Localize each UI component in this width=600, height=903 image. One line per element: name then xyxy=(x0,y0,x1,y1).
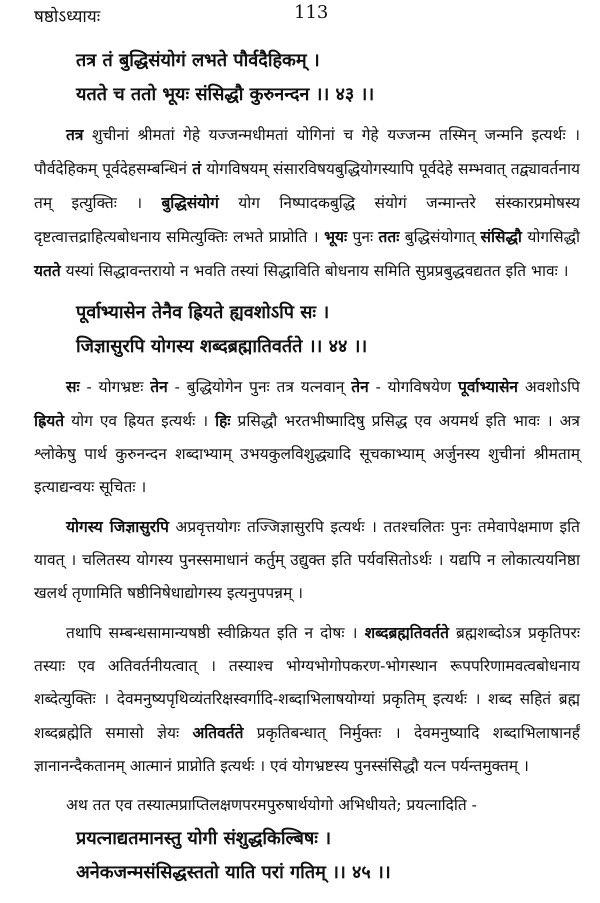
commentary-text: - योगभ्रष्टः xyxy=(79,378,151,396)
commentary-text: अवशोऽपि xyxy=(518,378,580,396)
bold-term: तेन xyxy=(150,377,168,396)
bold-term: ततः xyxy=(378,227,400,246)
verse-44-line-1: पूर्वाभ्यासेन तेनैव ह्रियते ह्यवशोऽपि सः । xyxy=(76,302,330,323)
commentary-paragraph-3 xyxy=(34,510,580,610)
bold-term: शब्दब्रह्मतिवर्तते xyxy=(364,623,449,642)
bold-term: हिः xyxy=(215,411,231,430)
commentary-paragraph-5: अथ तत एव तस्यात्मप्राप्तिलक्षणपरमपुरुषार्थयोगो अभिधीयते; प्रयत्नादिति - xyxy=(66,796,477,814)
bold-term: संसिद्धौ xyxy=(480,227,522,246)
verse-45-line-2: अनेकजन्मसंसिद्धस्ततो याति परां गतिम् ।। ४५ ।। xyxy=(76,862,391,883)
commentary-text: यस्यां सिद्धावन्तरायो न भवति तस्यां सिद्धाविति बोधनाय समिति सुप्रप्रबुद्धवद्यतत इति भावः । xyxy=(60,262,569,280)
bold-term: तेन xyxy=(351,377,369,396)
verse-43-line-2: यतते च ततो भूयः संसिद्धौ कुरुनन्दन ।। ४३ ।। xyxy=(76,84,375,105)
commentary-paragraph-1 xyxy=(34,118,580,288)
bold-term: तं xyxy=(192,159,202,178)
commentary-text: पुनः xyxy=(347,228,379,246)
bold-term: सः xyxy=(66,377,80,396)
verse-44-line-2: जिज्ञासुरपि योगस्य शब्दब्रह्मातिवर्तते ।। ४४ ।। xyxy=(76,336,368,357)
commentary-paragraph-4 xyxy=(34,616,580,783)
commentary-text: तथापि सम्बन्धसामान्यषष्ठी स्वीक्रियत इति न दोषः । xyxy=(66,624,365,642)
commentary-text: - योगविषयेण xyxy=(368,378,459,396)
commentary-text: ब्रह्मशब्दोऽत्र प्रकृतिपरः तस्याः एव अतिवर्तनीयत्वात् । तस्याश्च भोग्यभोगोपकरण-भोगस्थान रूपपरिणामवत्वबोधनाय शब्देत्युक्तिः । देवमनुष्यपृथिव्यंतरिक्षस्वर्गादि-शब्दाभिलाषयोग्यां प्रकृतिम् इत्यर्थः । शब्द सहितं ब्रह्म शब्दब्रह्मेति समासो ज्ञेयः xyxy=(34,624,580,742)
commentary-text: - बुद्धियोगेन पुनः तत्र यत्नवान् xyxy=(167,378,352,396)
commentary-text: शुचीनां श्रीमतां गेहे यज्जन्मधीमतां योगिनां च गेहे यज्जन्म तस्मिन् जन्मनि इत्यर्थः । पौर्वदेहिकम् पूर्वदेहसम्बन्धिनं xyxy=(34,126,580,178)
commentary-text: अप्रवृत्तयोगः तज्जिज्ञासुरपि इत्यर्थः । ततश्चलितः पुनः तमेवापेक्षमाण इति यावत् । चलितस्य योगस्य पुनस्समाधानं कर्तुम् उद्युक्त इति पर्यवसितोऽर्थः । यद्यपि न लोकात्ययनिष्ठा खलर्थ तृणामिति षष्ठीनिषेधाद्योगस्य इत्यनुपपन्नम् । xyxy=(34,518,581,602)
bold-term: पूर्वाभ्यासेन xyxy=(458,377,519,396)
commentary-text: प्रकृतिबन्धात् निर्मुक्तः । देवमनुष्यादि शब्दाभिलाषानर्हं ज्ञानानन्दैकतानम् आत्मानं प्राप्नोति इत्यर्थः । एवं योगभ्रष्टस्य पुनस्संसिद्धौ यत्न पर्यन्तमुक्तम् । xyxy=(34,724,580,775)
commentary-text: योग एव ह्रियत इत्यर्थः । xyxy=(64,412,216,430)
page-number: 113 xyxy=(294,2,329,23)
commentary-text: प्रसिद्धौ भरतभीष्मादिषु प्रसिद्ध एव अयमर्थ इति भावः । अत्र श्लोकेषु पार्थ कुरुनन्दन शब्दाभ्याम् उभयकुलविशुद्ध्यादि सूचकाभ्याम् अर्जुनस्य शुचीनां श्रीमताम् इत्याद्यन्वयः सूचितः । xyxy=(34,412,580,496)
commentary-text: योगविषयम् संसारविषयबुद्धियोगस्यापि पूर्वदेहे सम्भवात् तद्व्यावर्तनाय तम् इत्युक्तिः । xyxy=(34,160,580,212)
bold-term: बुद्धिसंयोगं xyxy=(161,193,219,212)
commentary-text: योग निष्पादकबुद्धि संयोगं जन्मान्तरे संस्कारप्रमोषस्य दृष्टत्वात्तद्राहित्यबोधनाय समित्युक्तिः लभते प्राप्नोति । xyxy=(34,194,580,246)
commentary-text: बुद्धिसंयोगात् xyxy=(399,228,481,246)
verse-43-line-1: तत्र तं बुद्धिसंयोगं लभते पौर्वदैहिकम् । xyxy=(76,50,320,71)
bold-term: योगस्य जिज्ञासुरपि xyxy=(66,517,169,536)
verse-45-line-1: प्रयत्नाद्यतमानस्तु योगी संशुद्धकिल्बिषः । xyxy=(76,828,332,849)
bold-term: तत्र xyxy=(66,125,84,144)
commentary-text: योगसिद्धौ xyxy=(521,228,580,246)
bold-term: भूयः xyxy=(324,227,348,246)
page-header xyxy=(34,0,580,34)
chapter-title: षष्ठोऽध्यायः xyxy=(34,7,101,27)
commentary-paragraph-2 xyxy=(34,370,580,504)
bold-term: ह्रियते xyxy=(34,411,65,430)
bold-term: यतते xyxy=(34,261,61,280)
bold-term: अतिवर्तते xyxy=(192,723,244,742)
